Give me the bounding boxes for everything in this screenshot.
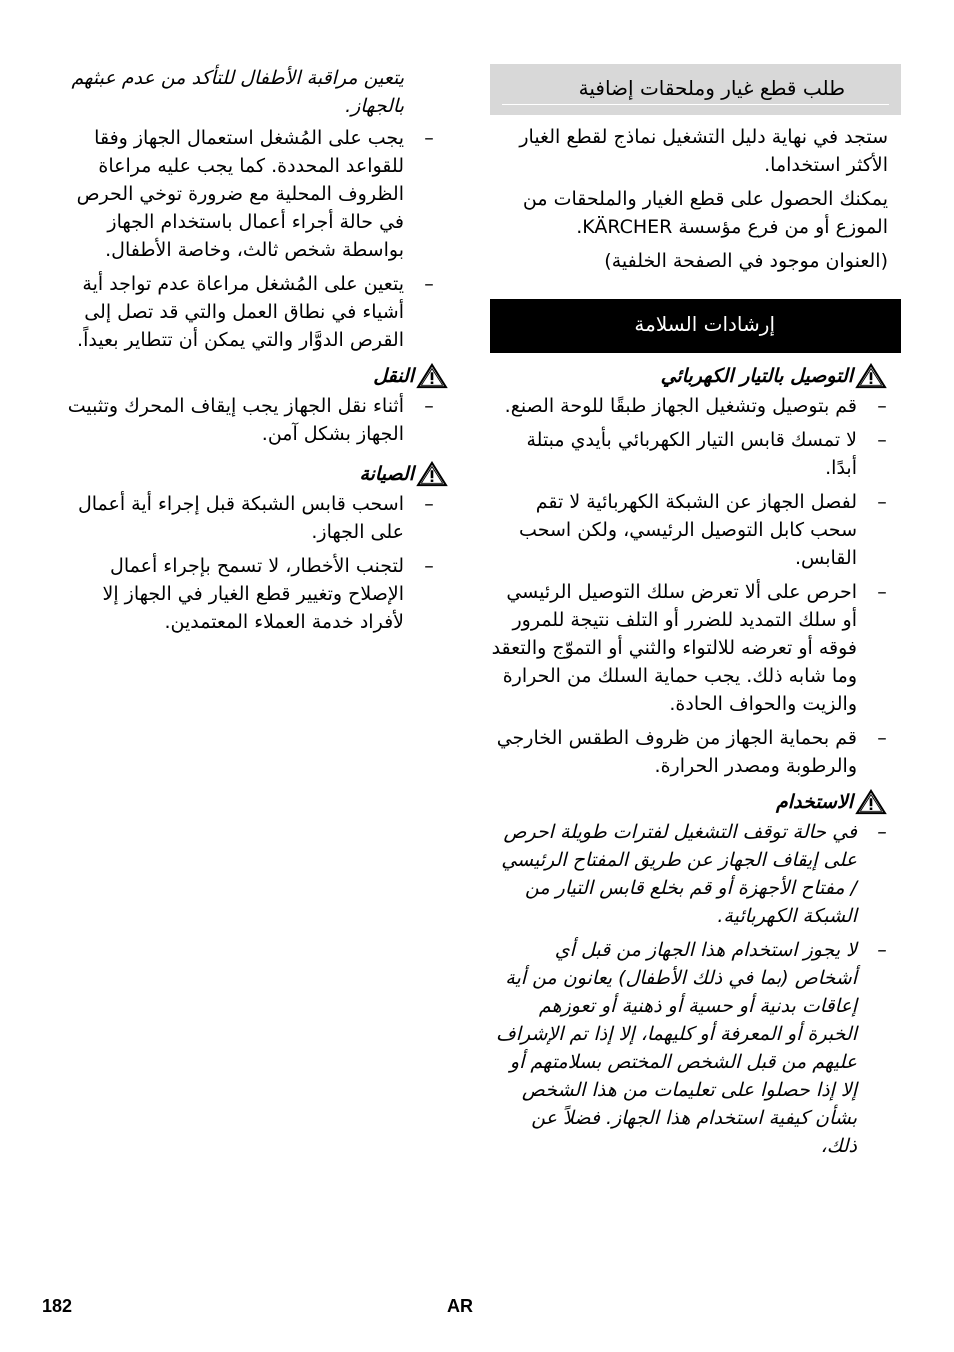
list-item bbox=[64, 490, 448, 546]
warning-triangle-icon bbox=[416, 363, 448, 389]
list-item bbox=[490, 488, 901, 572]
list-item bbox=[64, 124, 448, 264]
list-item-text: يتعين مراقبة الأطفال للتأكد من عدم عبثهم بالجهاز. bbox=[71, 67, 404, 117]
dash-mark: – bbox=[424, 273, 434, 295]
transport-title: النقل bbox=[373, 365, 414, 387]
list-item-text: قم بتوصيل وتشغيل الجهاز طبقًا للوحة الصنع. bbox=[504, 395, 857, 417]
dash-mark: – bbox=[877, 395, 887, 417]
maintenance-title: الصيانة bbox=[359, 463, 414, 485]
maintenance-subheading bbox=[64, 458, 448, 490]
usage-subheading bbox=[490, 786, 887, 818]
warning-triangle-icon bbox=[416, 461, 448, 487]
list-item bbox=[64, 270, 448, 354]
list-item-text: احرص على ألا تعرض سلك التوصيل الرئيسي أو سلك التمديد للضرر أو التلف نتيجة للمرور فوقه أو تعرضه للالتواء والثني أو التموّج والتعقد وما شابه ذلك. يجب حماية السلك من الحرارة والزيت والحواف الحادة. bbox=[491, 581, 857, 715]
spare-parts-paragraph: ستجد في نهاية دليل التشغيل نماذج لقطع الغيار الأكثر استخداما. bbox=[519, 126, 888, 176]
list-item bbox=[490, 426, 901, 482]
warning-triangle-icon bbox=[855, 363, 887, 389]
language-code: AR bbox=[447, 1296, 473, 1316]
dash-mark: – bbox=[877, 491, 887, 513]
dash-mark: – bbox=[424, 493, 434, 515]
list-item-text: يجب على المُشغل استعمال الجهاز وفقا للقواعد المحددة. كما يجب عليه مراعاة الظروف المحلية مع ضرورة توخي الحرص في حالة أجراء أعمال باستخدام الجهاز بواسطة شخص ثالث، وخاصة الأطفال. bbox=[76, 127, 404, 261]
list-item bbox=[490, 578, 901, 718]
list-item bbox=[64, 552, 448, 636]
list-item bbox=[490, 936, 901, 1160]
electric-list bbox=[490, 392, 901, 780]
left-column bbox=[64, 64, 448, 636]
dash-mark: – bbox=[424, 395, 434, 417]
list-item-text: قم بحماية الجهاز من ظروف الطقس الخارجي والرطوبة ومصدر الحرارة. bbox=[496, 727, 857, 777]
spare-parts-paragraph: (العنوان موجود في الصفحة الخلفية) bbox=[604, 250, 888, 272]
list-item bbox=[490, 818, 901, 930]
electric-subheading bbox=[490, 360, 887, 392]
list-item-text: لتجنب الأخطار، لا تسمح بإجراء أعمال الإصلاح وتغيير قطع الغيار في الجهاز إلا لأفراد خدمة العملاء المعتمدين. bbox=[102, 555, 404, 633]
list-item-continuation bbox=[64, 64, 448, 120]
page-number: 182 bbox=[42, 1296, 73, 1316]
dash-mark: – bbox=[877, 939, 887, 961]
safety-heading: إرشادات السلامة bbox=[634, 312, 775, 336]
dash-mark: – bbox=[877, 821, 887, 843]
list-item bbox=[64, 392, 448, 448]
electric-title: التوصيل بالتيار الكهربائي bbox=[660, 365, 853, 387]
list-item-text: يتعين على المُشغل مراعاة عدم تواجد أية أشياء في نطاق العمل والتي قد تصل إلى القرص الدوَّار والتي يمكن أن تتطاير بعيداً. bbox=[77, 273, 404, 351]
warning-triangle-icon bbox=[855, 789, 887, 815]
list-item-text: اسحب قابس الشبكة قبل إجراء أية أعمال على الجهاز. bbox=[77, 493, 404, 543]
dash-mark: – bbox=[424, 127, 434, 149]
dash-mark: – bbox=[877, 429, 887, 451]
usage-title: الاستخدام bbox=[775, 791, 853, 813]
dash-mark: – bbox=[877, 581, 887, 603]
list-item bbox=[490, 392, 901, 420]
spare-parts-heading-bar bbox=[490, 64, 901, 115]
list-item-text: لا تمسك قابس التيار الكهربائي بأيدي مبتلة أبدًا. bbox=[526, 429, 857, 479]
left-list bbox=[64, 64, 448, 354]
heading-rule bbox=[502, 104, 889, 105]
usage-list bbox=[490, 818, 901, 1160]
spare-parts-heading: طلب قطع غيار وملحقات إضافية bbox=[578, 76, 845, 100]
list-item-text: لا يجوز استخدام هذا الجهاز من قبل أي أشخاص (بما في ذلك الأطفال) يعانون من أية إعاقات بدنية أو حسية أو ذهنية أو تعوزهم الخبرة أو المعرفة أو كليهما، إلا إذا تم الإشراف عليهم من قبل الشخص المختص بسلامتهم أو إلا إذا حصلوا على تعليمات من هذا الشخص بشأن كيفية استخدام هذا الجهاز. فضلاً عن ذلك، bbox=[496, 939, 857, 1157]
maintenance-list bbox=[64, 490, 448, 636]
list-item-text: لفصل الجهاز عن الشبكة الكهربائية لا تقم سحب كابل التوصيل الرئيسي، ولكن اسحب القابس. bbox=[519, 491, 857, 569]
dash-mark: – bbox=[877, 727, 887, 749]
list-item-text: في حالة توقف التشغيل لفترات طويلة احرص على إيقاف الجهاز عن طريق المفتاح الرئيسي / مفتاح الأجهزة أو قم بخلع قابس التيار من الشبكة الكهربائية. bbox=[501, 821, 857, 927]
safety-heading-bar bbox=[490, 299, 901, 353]
right-column bbox=[490, 64, 901, 1160]
list-item bbox=[490, 724, 901, 780]
transport-subheading bbox=[64, 360, 448, 392]
spare-parts-paragraph: يمكنك الحصول على قطع الغيار والملحقات من الموزع أو من فرع مؤسسة KÄRCHER. bbox=[522, 188, 888, 238]
transport-list bbox=[64, 392, 448, 448]
list-item-text: أثناء نقل الجهاز يجب إيقاف المحرك وتثبيت الجهاز بشكل آمن. bbox=[67, 395, 404, 445]
dash-mark: – bbox=[424, 555, 434, 577]
